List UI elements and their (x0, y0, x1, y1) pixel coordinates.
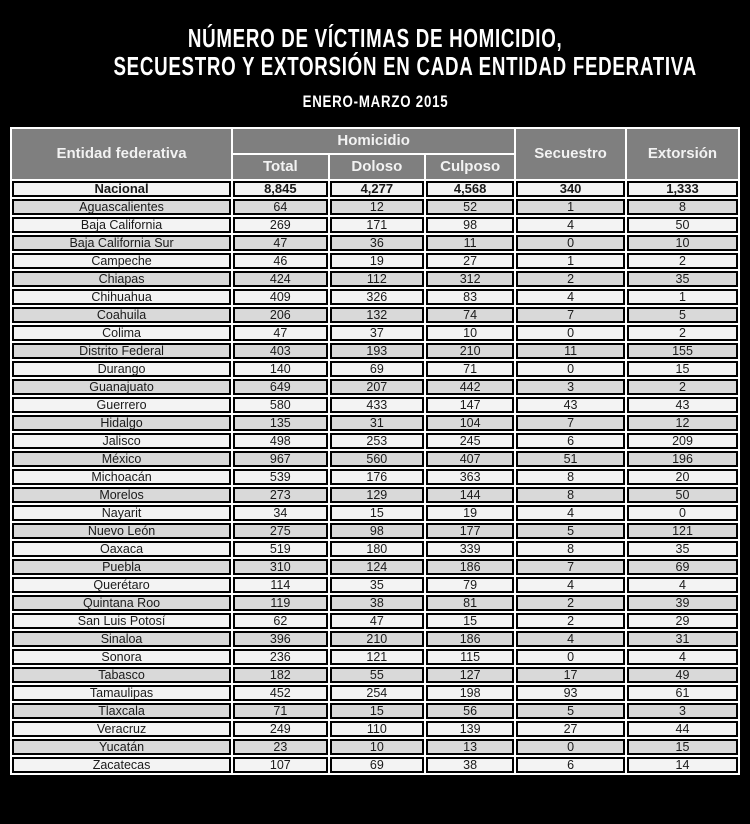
value-cell: 69 (627, 559, 738, 575)
entity-cell: Jalisco (12, 433, 231, 449)
value-cell: 1,333 (627, 181, 738, 197)
value-cell: 442 (426, 379, 514, 395)
value-cell: 36 (330, 235, 425, 251)
table-row (12, 415, 738, 431)
value-cell: 967 (233, 451, 328, 467)
entity-cell: Oaxaca (12, 541, 231, 557)
value-cell: 98 (426, 217, 514, 233)
value-cell: 127 (426, 667, 514, 683)
value-cell: 171 (330, 217, 425, 233)
entity-cell: Tabasco (12, 667, 231, 683)
value-cell: 39 (627, 595, 738, 611)
table-row (12, 199, 738, 215)
col-header-homicide-group: Homicidio (233, 129, 514, 153)
value-cell: 12 (627, 415, 738, 431)
value-cell: 10 (627, 235, 738, 251)
value-cell: 2 (516, 271, 625, 287)
value-cell: 409 (233, 289, 328, 305)
value-cell: 79 (426, 577, 514, 593)
value-cell: 64 (233, 199, 328, 215)
entity-cell: Sonora (12, 649, 231, 665)
value-cell: 177 (426, 523, 514, 539)
entity-cell: México (12, 451, 231, 467)
table-row (12, 487, 738, 503)
value-cell: 3 (516, 379, 625, 395)
col-header-kidnapping: Secuestro (516, 129, 625, 179)
page-subtitle: ENERO-MARZO 2015 (302, 92, 448, 112)
value-cell: 43 (627, 397, 738, 413)
value-cell: 198 (426, 685, 514, 701)
value-cell: 1 (516, 253, 625, 269)
table-row (12, 307, 738, 323)
value-cell: 339 (426, 541, 514, 557)
col-header-entity: Entidad federativa (12, 129, 231, 179)
entity-cell: Yucatán (12, 739, 231, 755)
value-cell: 50 (627, 487, 738, 503)
table-row (12, 703, 738, 719)
entity-cell: Tamaulipas (12, 685, 231, 701)
table-row (12, 541, 738, 557)
entity-cell: Querétaro (12, 577, 231, 593)
table-row (12, 217, 738, 233)
value-cell: 249 (233, 721, 328, 737)
entity-cell: Tlaxcala (12, 703, 231, 719)
value-cell: 98 (330, 523, 425, 539)
value-cell: 93 (516, 685, 625, 701)
page-title-line-2-wrap (0, 52, 750, 80)
table-row (12, 469, 738, 485)
col-header-homicide-doloso: Doloso (330, 155, 425, 179)
value-cell: 273 (233, 487, 328, 503)
value-cell: 7 (516, 559, 625, 575)
value-cell: 0 (516, 739, 625, 755)
value-cell: 124 (330, 559, 425, 575)
entity-cell: Nayarit (12, 505, 231, 521)
value-cell: 135 (233, 415, 328, 431)
value-cell: 433 (330, 397, 425, 413)
value-cell: 0 (516, 325, 625, 341)
value-cell: 580 (233, 397, 328, 413)
value-cell: 2 (627, 253, 738, 269)
value-cell: 0 (627, 505, 738, 521)
value-cell: 11 (426, 235, 514, 251)
value-cell: 46 (233, 253, 328, 269)
value-cell: 207 (330, 379, 425, 395)
value-cell: 326 (330, 289, 425, 305)
value-cell: 245 (426, 433, 514, 449)
value-cell: 2 (516, 595, 625, 611)
value-cell: 37 (330, 325, 425, 341)
entity-cell: Hidalgo (12, 415, 231, 431)
table-row (12, 595, 738, 611)
value-cell: 4,277 (330, 181, 425, 197)
value-cell: 15 (627, 739, 738, 755)
value-cell: 104 (426, 415, 514, 431)
value-cell: 7 (516, 307, 625, 323)
value-cell: 81 (426, 595, 514, 611)
value-cell: 15 (627, 361, 738, 377)
entity-cell: Veracruz (12, 721, 231, 737)
value-cell: 8 (516, 541, 625, 557)
value-cell: 56 (426, 703, 514, 719)
entity-cell: Coahuila (12, 307, 231, 323)
entity-cell: Quintana Roo (12, 595, 231, 611)
entity-cell: Nuevo León (12, 523, 231, 539)
value-cell: 3 (627, 703, 738, 719)
value-cell: 62 (233, 613, 328, 629)
value-cell: 71 (233, 703, 328, 719)
entity-cell: Campeche (12, 253, 231, 269)
value-cell: 275 (233, 523, 328, 539)
value-cell: 61 (627, 685, 738, 701)
entity-cell: Guerrero (12, 397, 231, 413)
value-cell: 69 (330, 757, 425, 773)
value-cell: 539 (233, 469, 328, 485)
value-cell: 31 (627, 631, 738, 647)
value-cell: 180 (330, 541, 425, 557)
table-row (12, 397, 738, 413)
value-cell: 110 (330, 721, 425, 737)
value-cell: 186 (426, 631, 514, 647)
table-row (12, 289, 738, 305)
value-cell: 38 (330, 595, 425, 611)
value-cell: 8 (516, 469, 625, 485)
value-cell: 44 (627, 721, 738, 737)
value-cell: 4 (627, 577, 738, 593)
value-cell: 4 (627, 649, 738, 665)
value-cell: 182 (233, 667, 328, 683)
entity-cell: Baja California (12, 217, 231, 233)
value-cell: 8,845 (233, 181, 328, 197)
entity-cell: Zacatecas (12, 757, 231, 773)
table-row (12, 379, 738, 395)
value-cell: 139 (426, 721, 514, 737)
value-cell: 29 (627, 613, 738, 629)
table-row (12, 325, 738, 341)
table-row (12, 757, 738, 773)
value-cell: 407 (426, 451, 514, 467)
value-cell: 10 (330, 739, 425, 755)
table-row (12, 523, 738, 539)
header-row-1 (12, 129, 738, 153)
value-cell: 396 (233, 631, 328, 647)
value-cell: 10 (426, 325, 514, 341)
value-cell: 0 (516, 649, 625, 665)
value-cell: 186 (426, 559, 514, 575)
value-cell: 115 (426, 649, 514, 665)
entity-cell: Guanajuato (12, 379, 231, 395)
value-cell: 19 (330, 253, 425, 269)
value-cell: 27 (516, 721, 625, 737)
value-cell: 121 (330, 649, 425, 665)
title-block (0, 0, 750, 112)
value-cell: 52 (426, 199, 514, 215)
value-cell: 8 (627, 199, 738, 215)
victims-table (10, 127, 740, 775)
value-cell: 269 (233, 217, 328, 233)
table-row (12, 667, 738, 683)
value-cell: 13 (426, 739, 514, 755)
value-cell: 1 (516, 199, 625, 215)
table-row (12, 433, 738, 449)
value-cell: 649 (233, 379, 328, 395)
table-row (12, 649, 738, 665)
value-cell: 132 (330, 307, 425, 323)
value-cell: 35 (627, 271, 738, 287)
value-cell: 71 (426, 361, 514, 377)
page-title-line-1-wrap (0, 24, 750, 52)
table-row (12, 253, 738, 269)
table-row (12, 343, 738, 359)
table-row (12, 559, 738, 575)
value-cell: 35 (330, 577, 425, 593)
value-cell: 43 (516, 397, 625, 413)
value-cell: 403 (233, 343, 328, 359)
value-cell: 49 (627, 667, 738, 683)
value-cell: 4 (516, 505, 625, 521)
value-cell: 147 (426, 397, 514, 413)
value-cell: 35 (627, 541, 738, 557)
entity-cell: Sinaloa (12, 631, 231, 647)
value-cell: 254 (330, 685, 425, 701)
entity-cell: Chihuahua (12, 289, 231, 305)
victims-table-container (8, 125, 742, 777)
value-cell: 312 (426, 271, 514, 287)
value-cell: 19 (426, 505, 514, 521)
value-cell: 6 (516, 433, 625, 449)
value-cell: 0 (516, 361, 625, 377)
entity-cell: Chiapas (12, 271, 231, 287)
table-body (12, 181, 738, 773)
value-cell: 140 (233, 361, 328, 377)
value-cell: 50 (627, 217, 738, 233)
value-cell: 38 (426, 757, 514, 773)
value-cell: 519 (233, 541, 328, 557)
table-row (12, 235, 738, 251)
value-cell: 7 (516, 415, 625, 431)
value-cell: 5 (516, 703, 625, 719)
value-cell: 112 (330, 271, 425, 287)
value-cell: 2 (627, 379, 738, 395)
value-cell: 2 (516, 613, 625, 629)
entity-cell: Distrito Federal (12, 343, 231, 359)
value-cell: 31 (330, 415, 425, 431)
value-cell: 1 (627, 289, 738, 305)
value-cell: 83 (426, 289, 514, 305)
value-cell: 51 (516, 451, 625, 467)
table-row (12, 181, 738, 197)
value-cell: 340 (516, 181, 625, 197)
table-row (12, 271, 738, 287)
value-cell: 253 (330, 433, 425, 449)
col-header-homicide-culposo: Culposo (426, 155, 514, 179)
col-header-homicide-total: Total (233, 155, 328, 179)
value-cell: 20 (627, 469, 738, 485)
value-cell: 424 (233, 271, 328, 287)
entity-cell: San Luis Potosí (12, 613, 231, 629)
value-cell: 236 (233, 649, 328, 665)
entity-cell: Puebla (12, 559, 231, 575)
value-cell: 560 (330, 451, 425, 467)
value-cell: 4 (516, 631, 625, 647)
value-cell: 8 (516, 487, 625, 503)
value-cell: 5 (516, 523, 625, 539)
table-row (12, 361, 738, 377)
value-cell: 4 (516, 289, 625, 305)
value-cell: 2 (627, 325, 738, 341)
value-cell: 15 (330, 703, 425, 719)
value-cell: 144 (426, 487, 514, 503)
value-cell: 34 (233, 505, 328, 521)
table-header (12, 129, 738, 179)
value-cell: 15 (426, 613, 514, 629)
table-row (12, 505, 738, 521)
value-cell: 193 (330, 343, 425, 359)
entity-cell: Morelos (12, 487, 231, 503)
value-cell: 11 (516, 343, 625, 359)
table-row (12, 451, 738, 467)
entity-cell: Nacional (12, 181, 231, 197)
page-subtitle-wrap (0, 92, 750, 112)
value-cell: 107 (233, 757, 328, 773)
value-cell: 206 (233, 307, 328, 323)
value-cell: 23 (233, 739, 328, 755)
entity-cell: Colima (12, 325, 231, 341)
value-cell: 47 (233, 235, 328, 251)
value-cell: 310 (233, 559, 328, 575)
value-cell: 0 (516, 235, 625, 251)
value-cell: 4,568 (426, 181, 514, 197)
value-cell: 452 (233, 685, 328, 701)
table-row (12, 577, 738, 593)
table-row (12, 721, 738, 737)
value-cell: 196 (627, 451, 738, 467)
value-cell: 209 (627, 433, 738, 449)
value-cell: 17 (516, 667, 625, 683)
col-header-extortion: Extorsión (627, 129, 738, 179)
value-cell: 55 (330, 667, 425, 683)
table-row (12, 631, 738, 647)
value-cell: 14 (627, 757, 738, 773)
page-title-line-2: SECUESTRO Y EXTORSIÓN EN CADA ENTIDAD FEDERATIVA (113, 51, 697, 82)
value-cell: 210 (330, 631, 425, 647)
value-cell: 4 (516, 217, 625, 233)
entity-cell: Aguascalientes (12, 199, 231, 215)
value-cell: 155 (627, 343, 738, 359)
table-row (12, 739, 738, 755)
table-row (12, 613, 738, 629)
value-cell: 210 (426, 343, 514, 359)
page-title-line-1: NÚMERO DE VÍCTIMAS DE HOMICIDIO, (187, 23, 563, 53)
value-cell: 69 (330, 361, 425, 377)
value-cell: 121 (627, 523, 738, 539)
value-cell: 12 (330, 199, 425, 215)
entity-cell: Michoacán (12, 469, 231, 485)
table-row (12, 685, 738, 701)
value-cell: 47 (233, 325, 328, 341)
value-cell: 363 (426, 469, 514, 485)
value-cell: 5 (627, 307, 738, 323)
value-cell: 119 (233, 595, 328, 611)
value-cell: 498 (233, 433, 328, 449)
value-cell: 176 (330, 469, 425, 485)
entity-cell: Baja California Sur (12, 235, 231, 251)
entity-cell: Durango (12, 361, 231, 377)
value-cell: 27 (426, 253, 514, 269)
value-cell: 6 (516, 757, 625, 773)
value-cell: 74 (426, 307, 514, 323)
value-cell: 4 (516, 577, 625, 593)
value-cell: 114 (233, 577, 328, 593)
value-cell: 129 (330, 487, 425, 503)
value-cell: 47 (330, 613, 425, 629)
value-cell: 15 (330, 505, 425, 521)
